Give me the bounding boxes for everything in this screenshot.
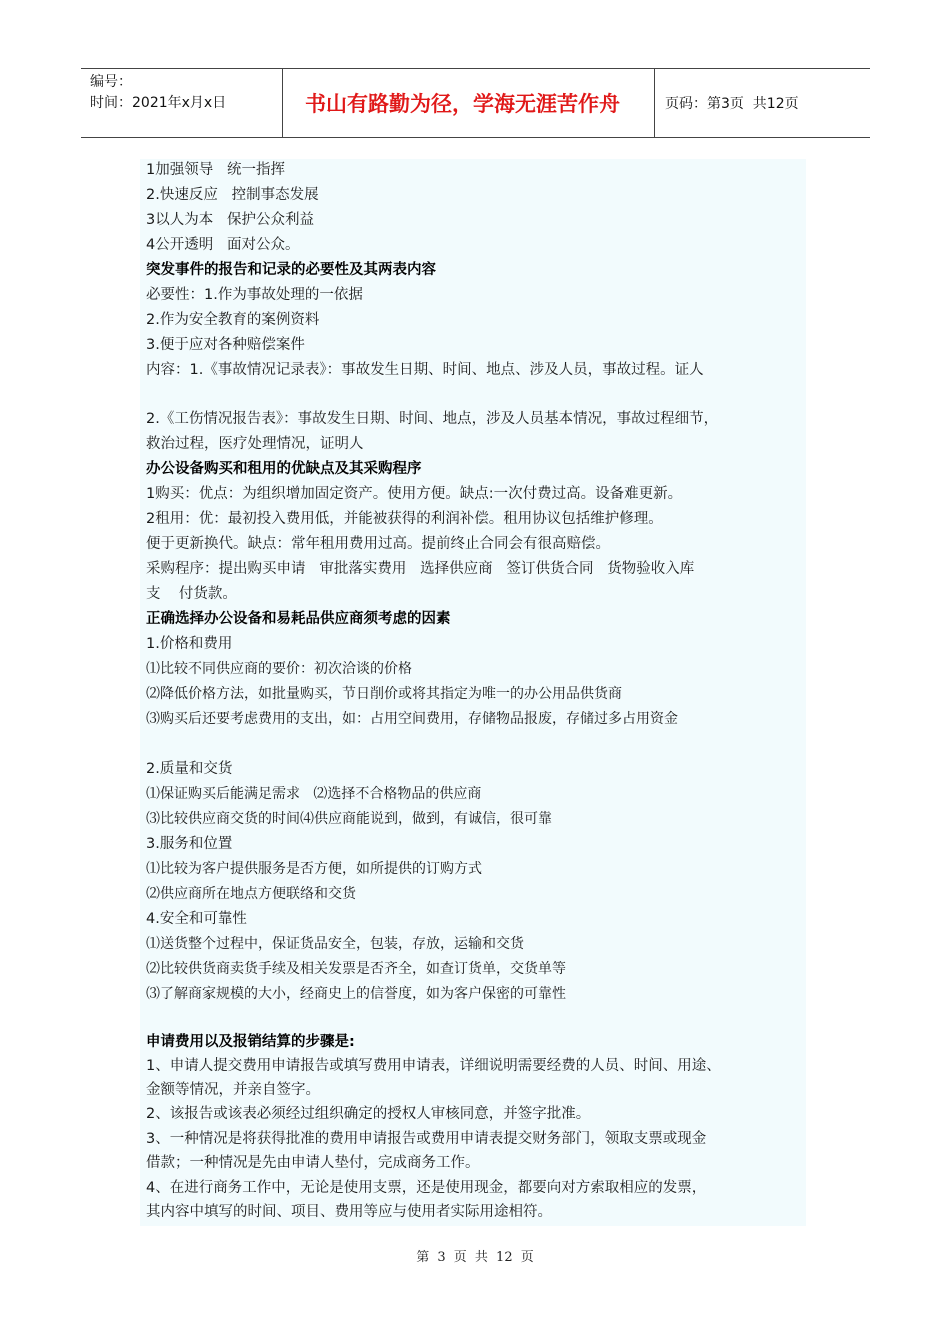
body-line: 4公开透明 面对公众。 (146, 237, 300, 253)
page-header (81, 68, 870, 138)
document-date-label: 时间：2021年x月x日 (90, 95, 227, 111)
page-footer: 第 3 页 共 12 页 (416, 1250, 534, 1265)
body-line: 便于更新换代。缺点：常年租用费用过高。提前终止合同会有很高赔偿。 (146, 536, 610, 552)
body-line: 内容：1.《事故情况记录表》：事故发生日期、时间、地点、涉及人员，事故过程。证人 (146, 362, 704, 378)
body-line: 4.安全和可靠性 (146, 911, 247, 927)
body-line: ⑴送货整个过程中，保证货品安全，包装，存放，运输和交货 (146, 936, 524, 952)
body-line: 金额等情况，并亲自签字。 (146, 1082, 320, 1098)
body-line: 救治过程，医疗处理情况，证明人 (146, 436, 364, 452)
section-heading: 申请费用以及报销结算的步骤是: (146, 1034, 355, 1050)
body-line: 3.便于应对各种赔偿案件 (146, 337, 305, 353)
body-line: 1购买：优点：为组织增加固定资产。使用方便。缺点:一次付费过高。设备难更新。 (146, 486, 683, 502)
body-line: 1加强领导 统一指挥 (146, 162, 286, 178)
body-line: 2.快速反应 控制事态发展 (146, 187, 319, 203)
body-line: 2.质量和交货 (146, 761, 233, 777)
body-line: 支 付货款。 (146, 586, 237, 602)
body-line: 4、在进行商务工作中，无论是使用支票，还是使用现金，都要向对方索取相应的发票， (146, 1180, 707, 1196)
section-heading: 办公设备购买和租用的优缺点及其采购程序 (146, 461, 422, 477)
body-line: 2、该报告或该表必须经过组织确定的授权人审核同意，并签字批准。 (146, 1106, 591, 1122)
body-line: 2.《工伤情况报告表》：事故发生日期、时间、地点，涉及人员基本情况，事故过程细节， (146, 411, 719, 427)
header-motto: 书山有路勤为径，学海无涯苦作舟 (282, 69, 655, 137)
body-line: ⑴比较为客户提供服务是否方便，如所提供的订购方式 (146, 861, 482, 877)
body-line: ⑴比较不同供应商的要价：初次洽谈的价格 (146, 661, 412, 677)
body-line: ⑶了解商家规模的大小，经商史上的信誉度，如为客户保密的可靠性 (146, 986, 566, 1002)
body-line: ⑶购买后还要考虑费用的支出，如：占用空间费用，存储物品报废，存储过多占用资金 (146, 711, 678, 727)
body-line: ⑴保证购买后能满足需求 ⑵选择不合格物品的供应商 (146, 786, 482, 802)
body-line: ⑶比较供应商交货的时间⑷供应商能说到，做到，有诚信，很可靠 (146, 811, 552, 827)
body-line: ⑵比较供货商卖货手续及相关发票是否齐全，如查订货单，交货单等 (146, 961, 566, 977)
body-line: 2租用：优：最初投入费用低，并能被获得的利润补偿。租用协议包括维护修理。 (146, 511, 663, 527)
section-heading: 突发事件的报告和记录的必要性及其两表内容 (146, 262, 436, 278)
body-line: 借款；一种情况是先由申请人垫付，完成商务工作。 (146, 1155, 480, 1171)
body-line: 其内容中填写的时间、项目、费用等应与使用者实际用途相符。 (146, 1204, 552, 1220)
body-line: ⑵降低价格方法，如批量购买，节日削价或将其指定为唯一的办公用品供货商 (146, 686, 622, 702)
document-body (140, 159, 806, 1226)
body-line: 1、申请人提交费用申请报告或填写费用申请表，详细说明需要经费的人员、时间、用途、 (146, 1058, 721, 1074)
body-line: 3以人为本 保护公众利益 (146, 212, 315, 228)
body-line: 3.服务和位置 (146, 836, 233, 852)
body-line: 2.作为安全教育的案例资料 (146, 312, 320, 328)
header-meta (81, 69, 282, 137)
body-line: 采购程序：提出购买申请 审批落实费用 选择供应商 签订供货合同 货物验收入库 (146, 561, 695, 577)
body-line: ⑵供应商所在地点方便联络和交货 (146, 886, 356, 902)
document-number-label: 编号： (90, 74, 132, 90)
body-line: 3、一种情况是将获得批准的费用申请报告或费用申请表提交财务部门，领取支票或现金 (146, 1131, 707, 1147)
body-line: 必要性：1.作为事故处理的一依据 (146, 287, 363, 303)
header-page-code: 页码：第3页 共12页 (665, 96, 799, 112)
section-heading: 正确选择办公设备和易耗品供应商须考虑的因素 (146, 611, 451, 627)
body-line: 1.价格和费用 (146, 636, 233, 652)
